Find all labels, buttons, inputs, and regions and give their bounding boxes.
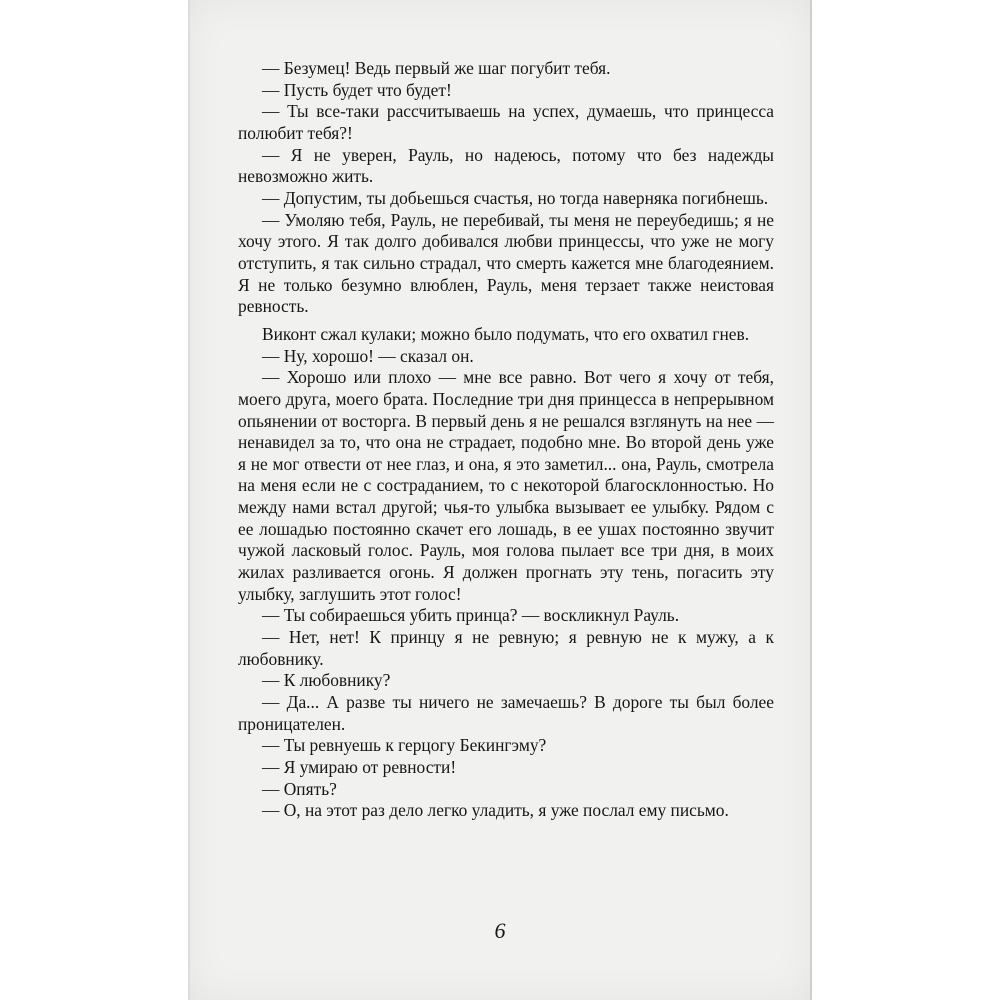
paragraph-5: — Допустим, ты добьешься счастья, но тогда наверняка погибнешь. — [262, 187, 769, 208]
paragraph-15: — Я умираю от ревности! — [262, 757, 457, 777]
paragraph-7: Виконт сжал кулаки; можно было подумать, что его охватил гнев. — [262, 323, 750, 344]
paragraph-10: — Ты собираешься убить принца? — воскликнул Рауль. — [262, 605, 680, 626]
paragraph-6: — Умоляю тебя, Рауль, не перебивай, ты меня не переубедишь; я не хочу этого. Я так долго добивался любви принцессы, что уже не могу отступить, я так сильно страдал, что смерть кажется мне благодеянием. Я не только безумно влюблен, Рауль, меня терзает также неистовая ревность. — [238, 209, 774, 317]
paragraph-17: — О, на этот раз дело легко уладить, я уже послал ему письмо. — [262, 800, 729, 821]
page-edge-left — [188, 0, 190, 1000]
paragraph-3: — Ты все-таки рассчитываешь на успех, думаешь, что принцесса полюбит тебя?! — [238, 101, 774, 143]
paragraph-14: — Ты ревнуешь к герцогу Бекингэму? — [262, 735, 547, 756]
paragraph-9: — Хорошо или плохо — мне все равно. Вот чего я хочу от тебя, моего друга, моего брата. Последние три дня принцесса в непрерывном опьянении от восторга. В первый день я не решался взглянуть на нее — ненавидел за то, что она не страдает, подобно мне. Во второй день уже я не мог отвести от нее глаз, и она, я это заметил... она, Рауль, смотрела на меня если не с состраданием, то с некоторой благосклонностью. Но между нами встал другой; чья-то улыбка вызывает ее улыбку. Рядом с ее лошадью постоянно скачет его лошадь, в ее ушах постоянно звучит чужой ласковый голос. Рауль, моя голова пылает все три дня, в моих жилах разливается огонь. Я должен прогнать эту тень, погасить эту улыбку, заглушить этот голос! — [238, 367, 774, 604]
paragraph-8: — Ну, хорошо! — сказал он. — [262, 345, 474, 366]
paragraph-12: — К любовнику? — [262, 670, 391, 691]
body-text — [238, 58, 774, 822]
paragraph-1: — Безумец! Ведь первый же шаг погубит тебя. — [262, 58, 611, 78]
page-number: 6 — [494, 918, 506, 943]
paragraph-16: — Опять? — [262, 778, 337, 799]
paragraph-11: — Нет, нет! К принцу я не ревную; я ревную не к мужу, а к любовнику. — [238, 627, 774, 669]
page-edge-right — [810, 0, 812, 1000]
paragraph-13: — Да... А разве ты ничего не замечаешь? В дороге ты был более проницателен. — [238, 692, 774, 734]
paragraph-4: — Я не уверен, Рауль, но надеюсь, потому что без надежды невозможно жить. — [238, 144, 774, 187]
paragraph-2: — Пусть будет что будет! — [262, 79, 452, 100]
